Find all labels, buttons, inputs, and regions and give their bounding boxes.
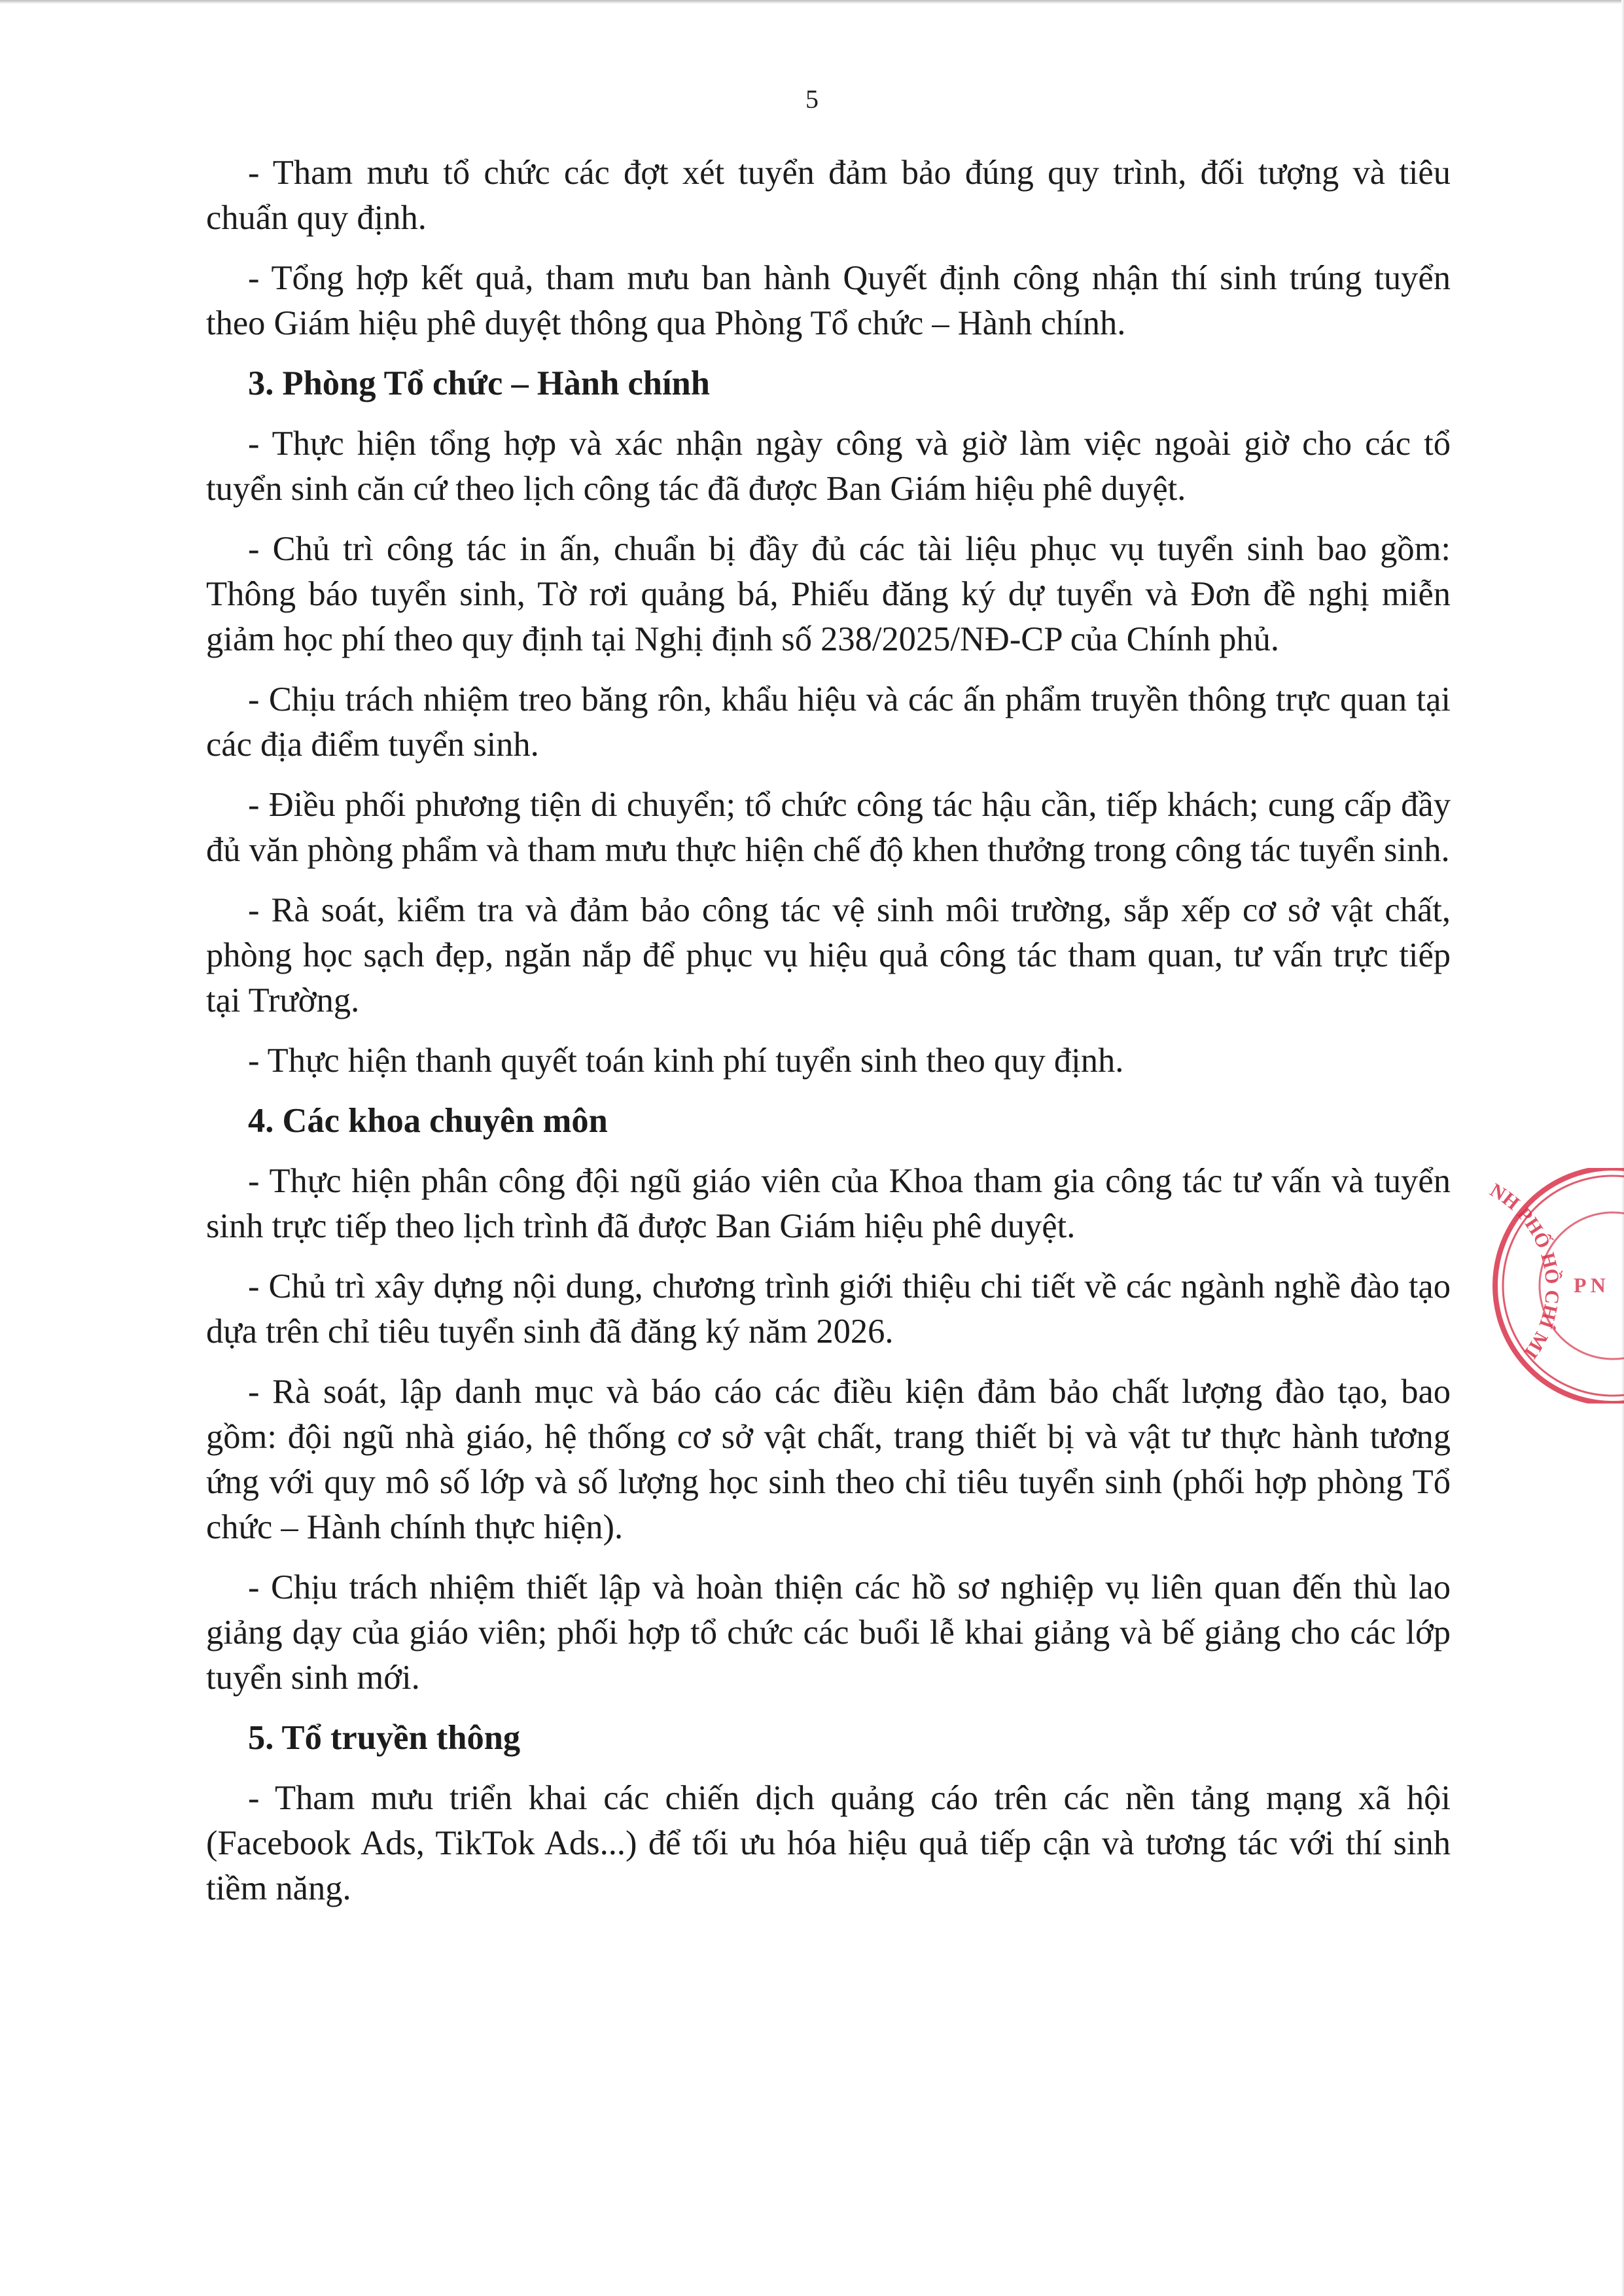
paragraph: - Thực hiện thanh quyết toán kinh phí tuyển sinh theo quy định. (248, 1042, 1124, 1080)
scan-edge-right (1621, 0, 1624, 2296)
section-heading-5: 5. Tổ truyền thông (248, 1719, 521, 1757)
paragraph: - Thực hiện tổng hợp và xác nhận ngày công và giờ làm việc ngoài giờ cho các tổ tuyển sinh căn cứ theo lịch công tác đã được Ban Giám hiệu phê duyệt. (206, 425, 1451, 508)
paragraph: - Tham mưu triển khai các chiến dịch quảng cáo trên các nền tảng mạng xã hội (Facebook Ads, TikTok Ads...) để tối ưu hóa hiệu quả tiếp cận và tương tác với thí sinh tiềm năng. (206, 1779, 1451, 1907)
paragraph: - Chịu trách nhiệm thiết lập và hoàn thiện các hồ sơ nghiệp vụ liên quan đến thù lao giảng dạy của giáo viên; phối hợp tổ chức các buổi lễ khai giảng và bế giảng cho các lớp tuyển sinh mới. (206, 1568, 1451, 1697)
paragraph: - Rà soát, lập danh mục và báo cáo các điều kiện đảm bảo chất lượng đào tạo, bao gồm: đội ngũ nhà giáo, hệ thống cơ sở vật chất, trang thiết bị và vật tư thực hành tương ứng với quy mô số lớp và số lượng học sinh theo chỉ tiêu tuyển sinh (phối hợp phòng Tổ chức – Hành chính thực hiện). (206, 1373, 1451, 1546)
paragraph: - Tham mưu tổ chức các đợt xét tuyển đảm bảo đúng quy trình, đối tượng và tiêu chuẩn quy định. (206, 154, 1451, 237)
section-heading-3: 3. Phòng Tổ chức – Hành chính (248, 364, 710, 402)
section-heading-4: 4. Các khoa chuyên môn (248, 1102, 608, 1140)
paragraph: - Điều phối phương tiện di chuyển; tổ chức công tác hậu cần, tiếp khách; cung cấp đầy đủ văn phòng phẩm và tham mưu thực hiện chế độ khen thưởng trong công tác tuyển sinh. (206, 786, 1451, 869)
paragraph: - Rà soát, kiểm tra và đảm bảo công tác vệ sinh môi trường, sắp xếp cơ sở vật chất, phòng học sạch đẹp, ngăn nắp để phục vụ hiệu quả công tác tham quan, tư vấn trực tiếp tại Trường. (206, 891, 1451, 1019)
scan-edge-top (0, 0, 1624, 4)
stamp-inner-text: P N (1574, 1273, 1606, 1297)
paragraph: - Tổng hợp kết quả, tham mưu ban hành Quyết định công nhận thí sinh trúng tuyển theo Giám hiệu phê duyệt thông qua Phòng Tổ chức – Hành chính. (206, 259, 1451, 342)
stamp-seal-icon (1469, 1168, 1624, 1404)
paragraph: - Chủ trì công tác in ấn, chuẩn bị đầy đủ các tài liệu phục vụ tuyển sinh bao gồm: Thông báo tuyển sinh, Tờ rơi quảng bá, Phiếu đăng ký dự tuyển và Đơn đề nghị miễn giảm học phí theo quy định tại Nghị định số 238/2025/NĐ-CP của Chính phủ. (206, 530, 1451, 658)
paragraph: - Chịu trách nhiệm treo băng rôn, khẩu hiệu và các ấn phẩm truyền thông trực quan tại các địa điểm tuyển sinh. (206, 680, 1451, 764)
document-body (206, 150, 1451, 1926)
stamp-ring-text: NH PHỐ HỒ CHÍ MI (1486, 1179, 1563, 1363)
page-number: 5 (805, 84, 819, 114)
official-stamp (1469, 1168, 1624, 1404)
paragraph: - Chủ trì xây dựng nội dung, chương trình giới thiệu chi tiết về các ngành nghề đào tạo dựa trên chỉ tiêu tuyển sinh đã đăng ký năm 2026. (206, 1267, 1451, 1351)
paragraph: - Thực hiện phân công đội ngũ giáo viên của Khoa tham gia công tác tư vấn và tuyển sinh trực tiếp theo lịch trình đã được Ban Giám hiệu phê duyệt. (206, 1162, 1451, 1245)
